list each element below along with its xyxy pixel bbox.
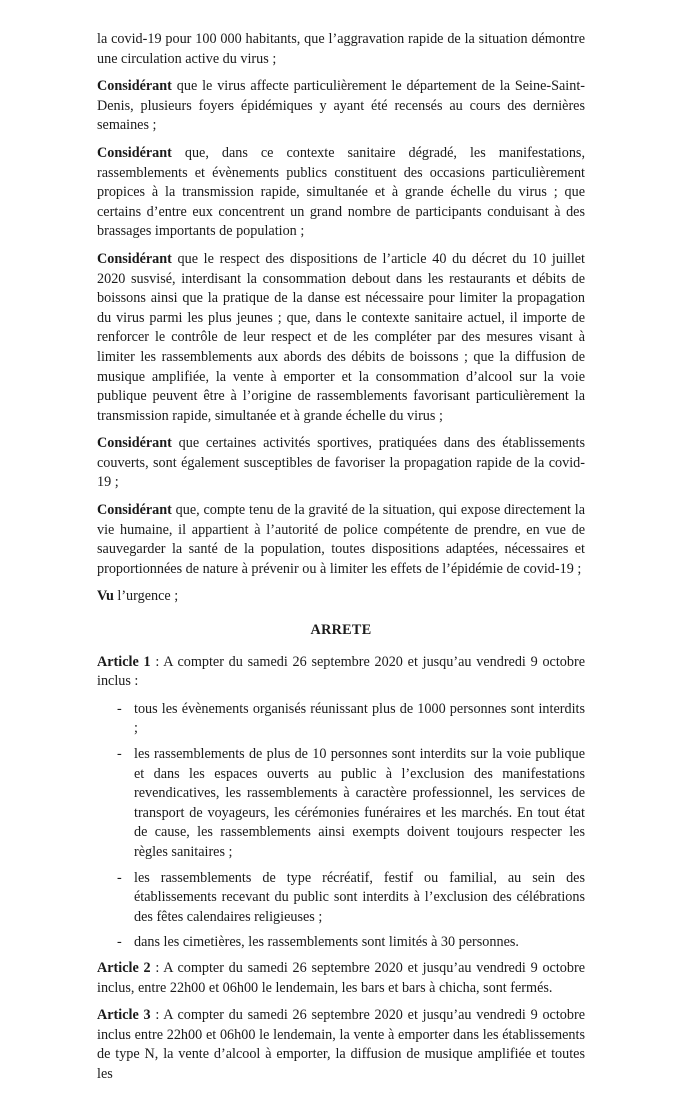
- considerant-text: que le virus affecte particulièrement le département de la Seine-Saint-Denis, plusieurs foyers épidémiques y ayant été recensés au cours des dernières semaines ;: [97, 78, 585, 134]
- considerant-lead: Considérant: [97, 435, 172, 452]
- considerant-lead: Considérant: [97, 78, 172, 95]
- article-1-list: [97, 700, 585, 953]
- considerant-lead: Considérant: [97, 250, 172, 267]
- article-lead: Article 3: [97, 1007, 151, 1024]
- considerant-1: [97, 77, 585, 136]
- article-lead: Article 1: [97, 653, 151, 670]
- considerant-lead: Considérant: [97, 502, 172, 519]
- dash-bullet: -: [117, 934, 122, 951]
- considerant-5: [97, 501, 585, 579]
- article-lead: Article 2: [97, 959, 151, 976]
- list-item-text: les rassemblements de type récréatif, festif ou familial, au sein des établissements recevant du public sont interdits à l’exclusion des célébrations des fêtes calendaires religieuses ;: [134, 869, 585, 925]
- list-item-text: tous les évènements organisés réunissant plus de 1000 personnes sont interdits ;: [134, 700, 585, 737]
- document-page: [97, 30, 585, 1093]
- article-text: : A compter du samedi 26 septembre 2020 et jusqu’au vendredi 9 octobre inclus, entre 22h00 et 06h00 le lendemain, les bars et bars à chicha, sont fermés.: [97, 959, 585, 996]
- considerant-text: que le respect des dispositions de l’article 40 du décret du 10 juillet 2020 susvisé, interdisant la consommation debout dans les restaurants et débits de boissons ainsi que la pratique de la danse est nécessaire pour limiter la propagation du virus parmi les plus jeunes ; que, dans le contexte sanitaire actuel, il importe de renforcer le contrôle de leur respect et de les compléter par des mesures visant à limiter les rassemblements aux abords des débits de boissons ; que la diffusion de musique amplifiée, la vente à emporter et la consommation d’alcool sur la voie publique peuvent être à l’origine de rassemblements favorisant particulièrement la transmission rapide, simultanée et à grande échelle du virus ;: [97, 250, 585, 424]
- dash-bullet: -: [117, 700, 122, 717]
- list-item: [97, 869, 585, 928]
- considerant-text: que certaines activités sportives, pratiquées dans des établissements couverts, sont également susceptibles de favoriser la propagation rapide de la covid-19 ;: [97, 435, 585, 491]
- article-2: [97, 959, 585, 998]
- article-1: [97, 653, 585, 692]
- vu-urgence: [97, 587, 585, 607]
- vu-text: l’urgence ;: [113, 588, 179, 605]
- considerant-3: [97, 250, 585, 426]
- article-3: [97, 1006, 585, 1084]
- considerant-2: [97, 144, 585, 242]
- list-item: [97, 933, 585, 953]
- list-item: [97, 700, 585, 739]
- list-item-text: dans les cimetières, les rassemblements sont limités à 30 personnes.: [134, 934, 519, 951]
- dash-bullet: -: [117, 869, 122, 886]
- dash-bullet: -: [117, 746, 122, 762]
- intro-fragment: la covid-19 pour 100 000 habitants, que l’aggravation rapide de la situation démontre une circulation active du virus ;: [97, 31, 585, 67]
- list-item-text: les rassemblements de plus de 10 personnes sont interdits sur la voie publique et dans les espaces ouverts au public à l’exclusion des manifestations revendicatives, les rassemblements à caractère professionnel, les services de transport de voyageurs, les cérémonies funéraires et les marchés. En tout état de cause, les rassemblements ainsi exempts doivent toujours respecter les règles sanitaires ;: [134, 746, 585, 860]
- arrete-heading: ARRETE: [310, 622, 372, 639]
- vu-lead: Vu: [97, 588, 114, 605]
- considerant-4: [97, 434, 585, 493]
- article-text: : A compter du samedi 26 septembre 2020 et jusqu’au vendredi 9 octobre inclus entre 22h00 et 06h00 le lendemain, la vente à emporter dans les établissements de type N, la vente d’alcool à emporter, la diffusion de musique amplifiée et toutes les: [97, 1007, 585, 1082]
- considerant-text: que, compte tenu de la gravité de la situation, qui expose directement la vie humaine, il appartient à l’autorité de police compétente de prendre, en vue de sauvegarder la santé de la population, toutes dispositions adaptées, nécessaires et proportionnées de nature à prévenir ou à limiter les effets de l’épidémie de covid-19 ;: [97, 502, 585, 577]
- article-text: : A compter du samedi 26 septembre 2020 et jusqu’au vendredi 9 octobre inclus :: [97, 653, 585, 690]
- considerant-text: que, dans ce contexte sanitaire dégradé, les manifestations, rassemblements et évènements publics constituent des occasions particulièrement propices à la transmission rapide, simultanée et à grande échelle du virus ; que certains d’entre eux concentrent un grand nombre de participants conduisant à des brassages importants de population ;: [97, 144, 585, 240]
- list-item: [97, 745, 585, 863]
- considerant-lead: Considérant: [97, 144, 172, 161]
